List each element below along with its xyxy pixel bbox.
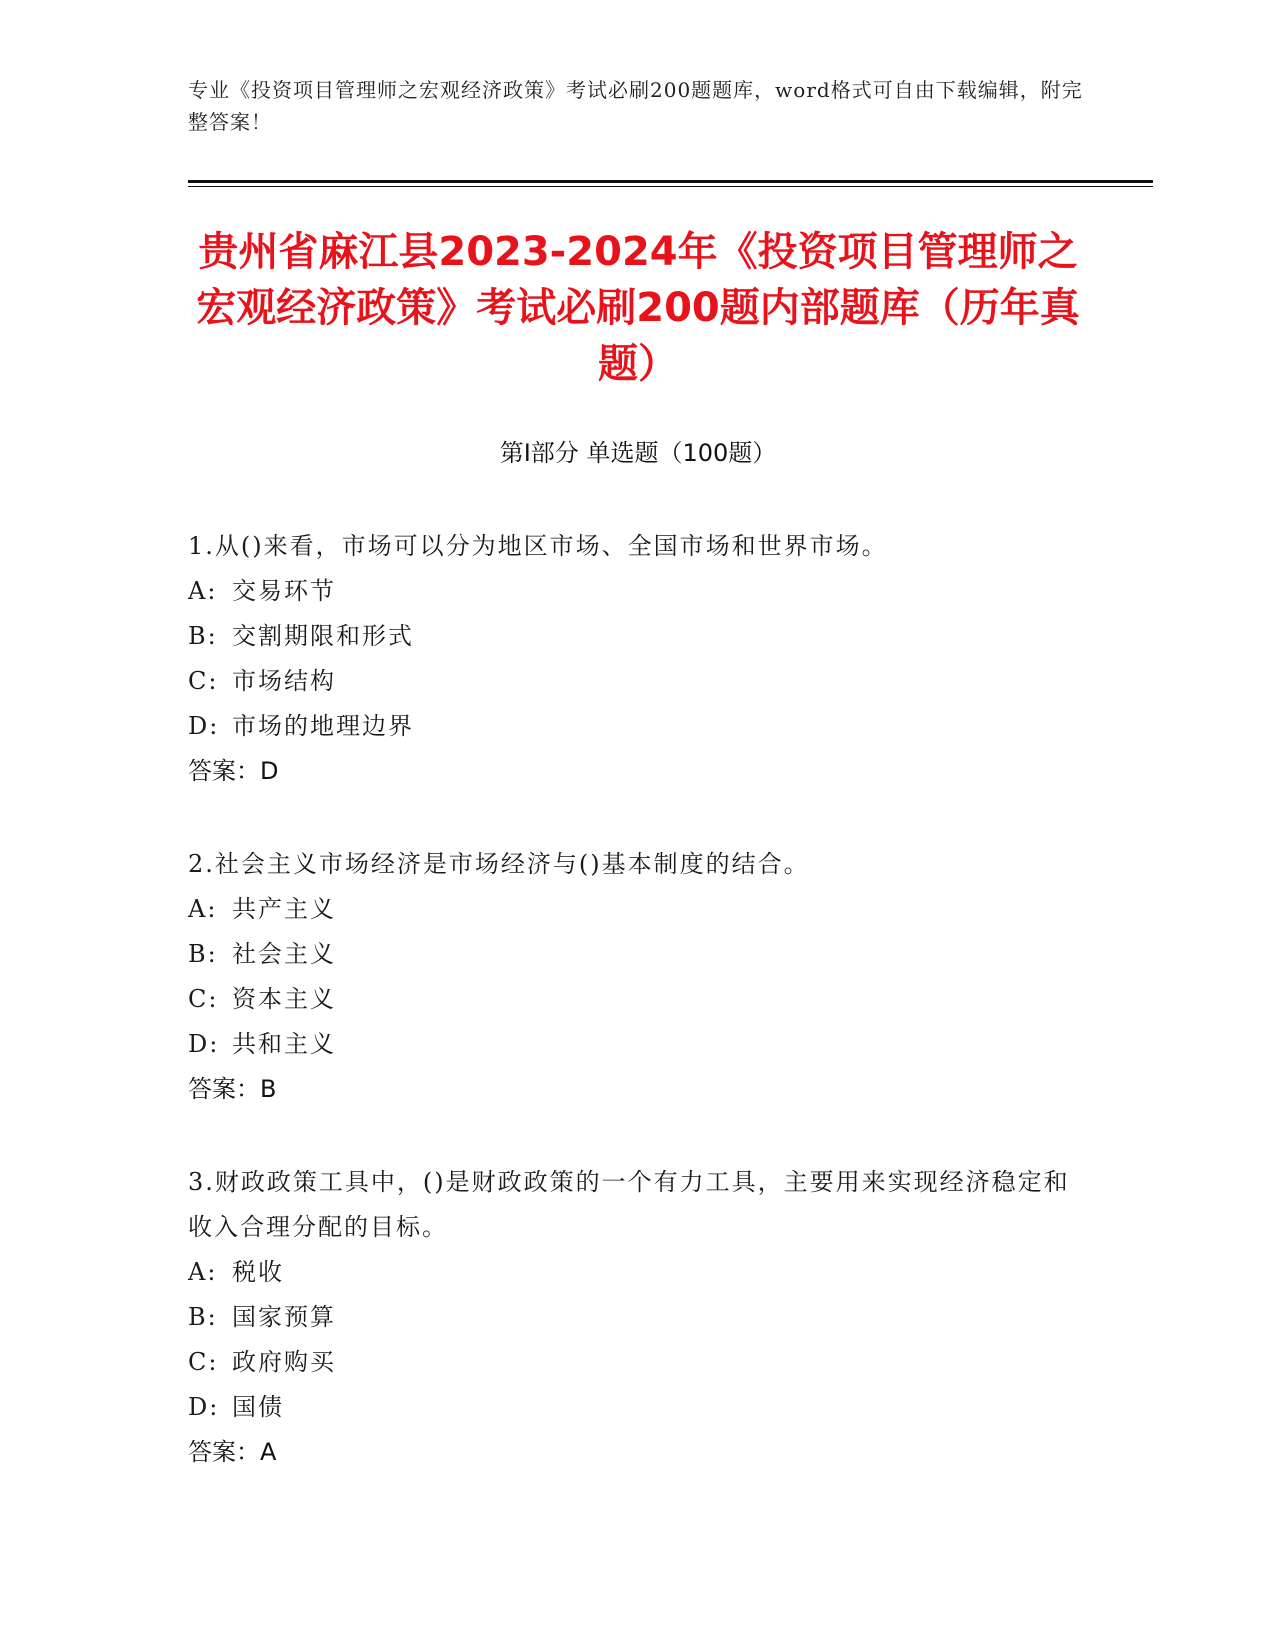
option-key: A: bbox=[188, 895, 218, 923]
option-b bbox=[188, 932, 1088, 977]
section-heading: 第Ⅰ部分 单选题（100题） bbox=[499, 439, 777, 467]
option-key: B: bbox=[188, 622, 218, 650]
option-text: 交易环节 bbox=[232, 577, 336, 605]
header-divider-thick bbox=[188, 180, 1153, 183]
option-b bbox=[188, 1295, 1088, 1340]
option-key: D: bbox=[188, 1393, 220, 1421]
question-stem: 2.社会主义市场经济是市场经济与()基本制度的结合。 bbox=[188, 850, 810, 878]
option-d bbox=[188, 1022, 1088, 1067]
option-text: 国家预算 bbox=[232, 1303, 336, 1331]
option-b bbox=[188, 614, 1088, 659]
answer-line: 答案：A bbox=[188, 1438, 277, 1466]
option-text: 共和主义 bbox=[232, 1030, 336, 1058]
option-a bbox=[188, 569, 1088, 614]
header-divider-thin bbox=[188, 186, 1153, 187]
question-2 bbox=[188, 842, 1088, 1112]
option-c bbox=[188, 977, 1088, 1022]
option-d bbox=[188, 1385, 1088, 1430]
question-1 bbox=[188, 524, 1088, 794]
document-title: 贵州省麻江县2023-2024年《投资项目管理师之宏观经济政策》考试必刷200题内部题库（历年真题） bbox=[196, 229, 1080, 387]
option-d bbox=[188, 704, 1088, 749]
question-3 bbox=[188, 1160, 1088, 1475]
option-a bbox=[188, 887, 1088, 932]
option-a bbox=[188, 1250, 1088, 1295]
option-text: 社会主义 bbox=[232, 940, 336, 968]
option-key: A: bbox=[188, 1258, 218, 1286]
option-key: C: bbox=[188, 985, 219, 1013]
option-key: D: bbox=[188, 712, 220, 740]
answer-line: 答案：D bbox=[188, 757, 279, 785]
header-note: 专业《投资项目管理师之宏观经济政策》考试必刷200题题库，word格式可自由下载编辑，附完整答案！ bbox=[188, 78, 1083, 134]
option-text: 共产主义 bbox=[232, 895, 336, 923]
option-key: C: bbox=[188, 667, 219, 695]
option-key: C: bbox=[188, 1348, 219, 1376]
question-list bbox=[188, 524, 1088, 1523]
option-key: B: bbox=[188, 1303, 218, 1331]
option-c bbox=[188, 659, 1088, 704]
answer-line: 答案：B bbox=[188, 1075, 277, 1103]
question-stem: 3.财政政策工具中，()是财政政策的一个有力工具，主要用来实现经济稳定和收入合理分配的目标。 bbox=[188, 1168, 1070, 1241]
option-text: 资本主义 bbox=[232, 985, 336, 1013]
option-text: 税收 bbox=[232, 1258, 284, 1286]
question-stem: 1.从()来看，市场可以分为地区市场、全国市场和世界市场。 bbox=[188, 532, 888, 560]
option-text: 交割期限和形式 bbox=[232, 622, 414, 650]
option-text: 政府购买 bbox=[232, 1348, 336, 1376]
option-key: B: bbox=[188, 940, 218, 968]
option-text: 国债 bbox=[232, 1393, 284, 1421]
option-text: 市场的地理边界 bbox=[232, 712, 414, 740]
option-c bbox=[188, 1340, 1088, 1385]
option-key: A: bbox=[188, 577, 218, 605]
option-key: D: bbox=[188, 1030, 220, 1058]
option-text: 市场结构 bbox=[232, 667, 336, 695]
